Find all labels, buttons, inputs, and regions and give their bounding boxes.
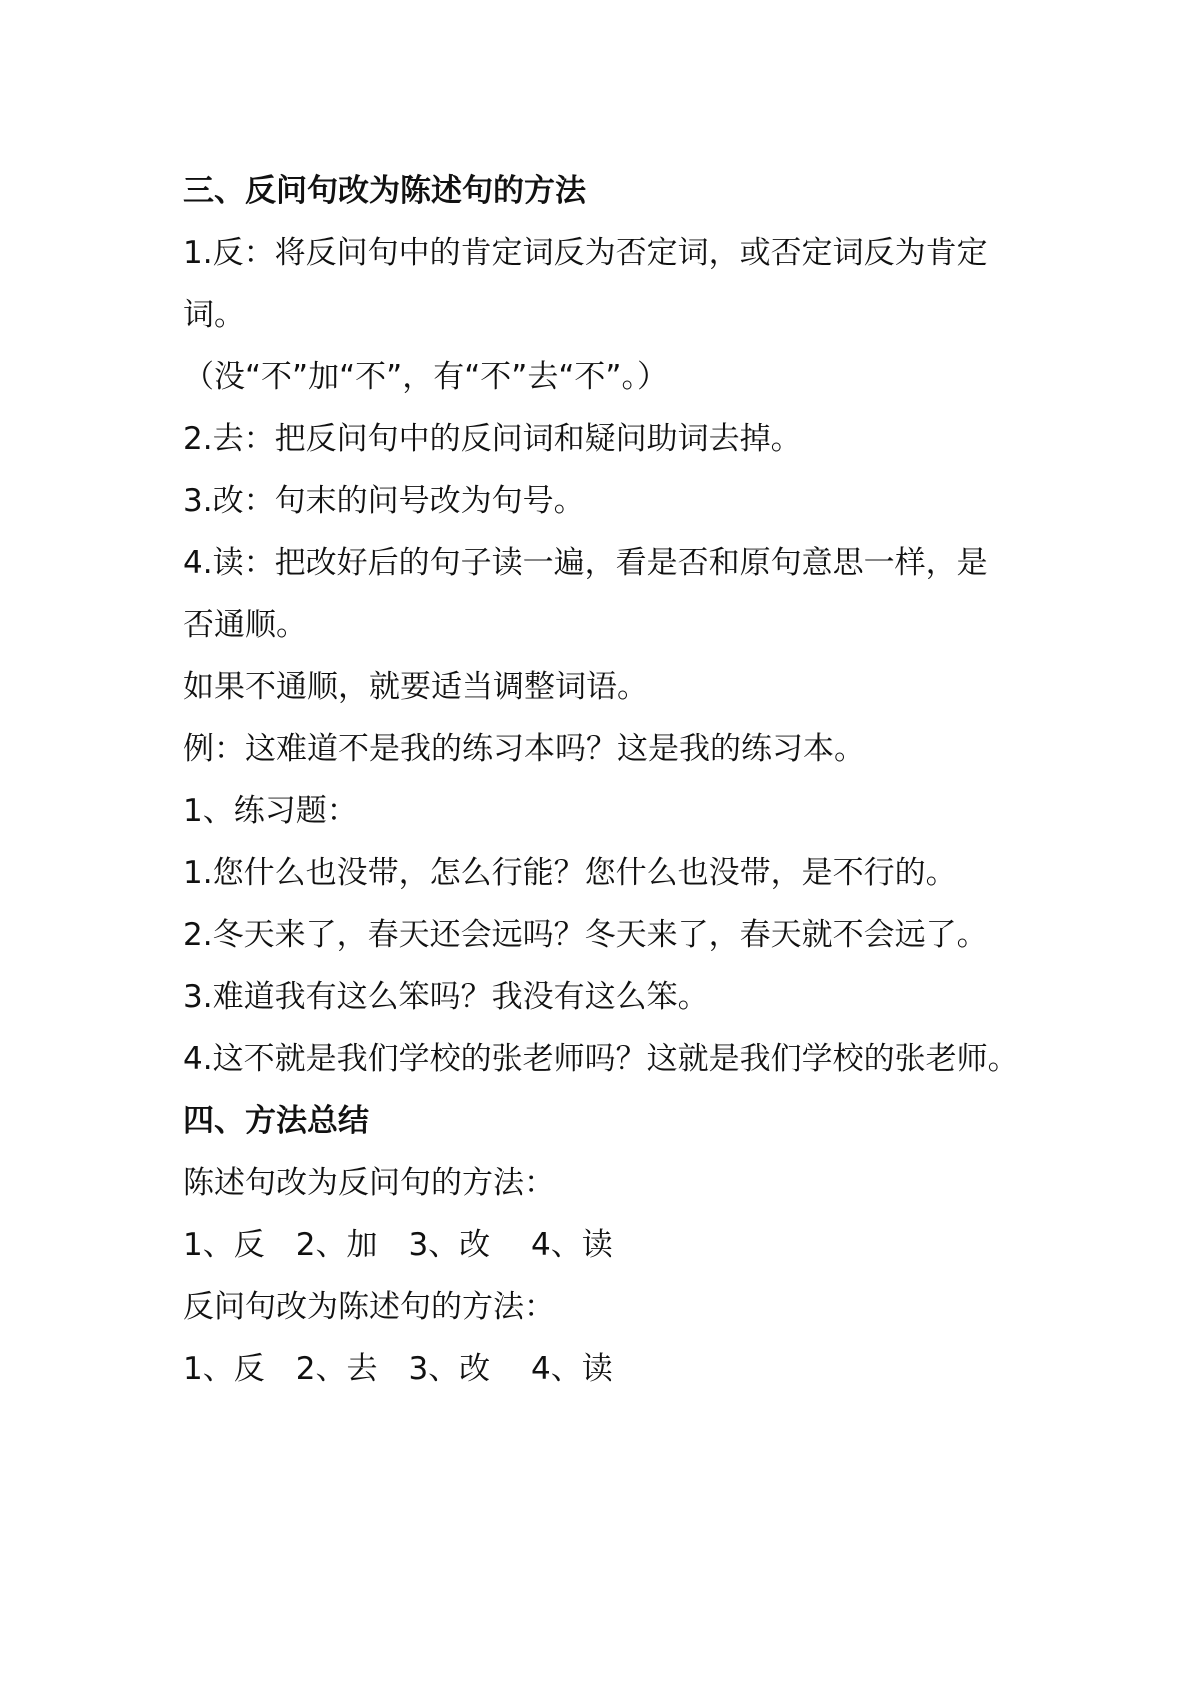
method-b-title: 反问句改为陈述句的方法：	[183, 1289, 555, 1325]
step1-line1: 1.反：将反问句中的肯定词反为否定词，或否定词反为肯定	[183, 235, 988, 271]
exercise-item: 1.您什么也没带，怎么行能？您什么也没带，是不行的。	[183, 855, 957, 891]
method-a-title: 陈述句改为反问句的方法：	[183, 1165, 555, 1201]
exercise-item: 4.这不就是我们学校的张老师吗？这就是我们学校的张老师。	[183, 1041, 1019, 1077]
exercise-item: 3.难道我有这么笨吗？我没有这么笨。	[183, 979, 709, 1015]
section3-heading: 三、反问句改为陈述句的方法	[183, 173, 586, 209]
step3-text: 3.改：句末的问号改为句号。	[183, 483, 585, 519]
step2-text: 2.去：把反问句中的反问词和疑问助词去掉。	[183, 421, 802, 457]
step1-note: （没“不”加“不”，有“不”去“不”。）	[183, 359, 668, 395]
exercise-item: 2.冬天来了，春天还会远吗？冬天来了，春天就不会远了。	[183, 917, 988, 953]
step1-line2: 词。	[183, 297, 245, 333]
example-text: 例：这难道不是我的练习本吗？这是我的练习本。	[183, 731, 865, 767]
step4-line2: 否通顺。	[183, 607, 307, 643]
method-a-steps: 1、反 2、加 3、改 4、读	[183, 1227, 613, 1263]
method-b-steps: 1、反 2、去 3、改 4、读	[183, 1351, 613, 1387]
step4-note: 如果不通顺，就要适当调整词语。	[183, 669, 648, 705]
section4-heading: 四、方法总结	[183, 1103, 369, 1139]
exercise-title: 1、练习题：	[183, 793, 358, 829]
step4-line1: 4.读：把改好后的句子读一遍，看是否和原句意思一样，是	[183, 545, 988, 581]
document-body	[183, 160, 1063, 1400]
